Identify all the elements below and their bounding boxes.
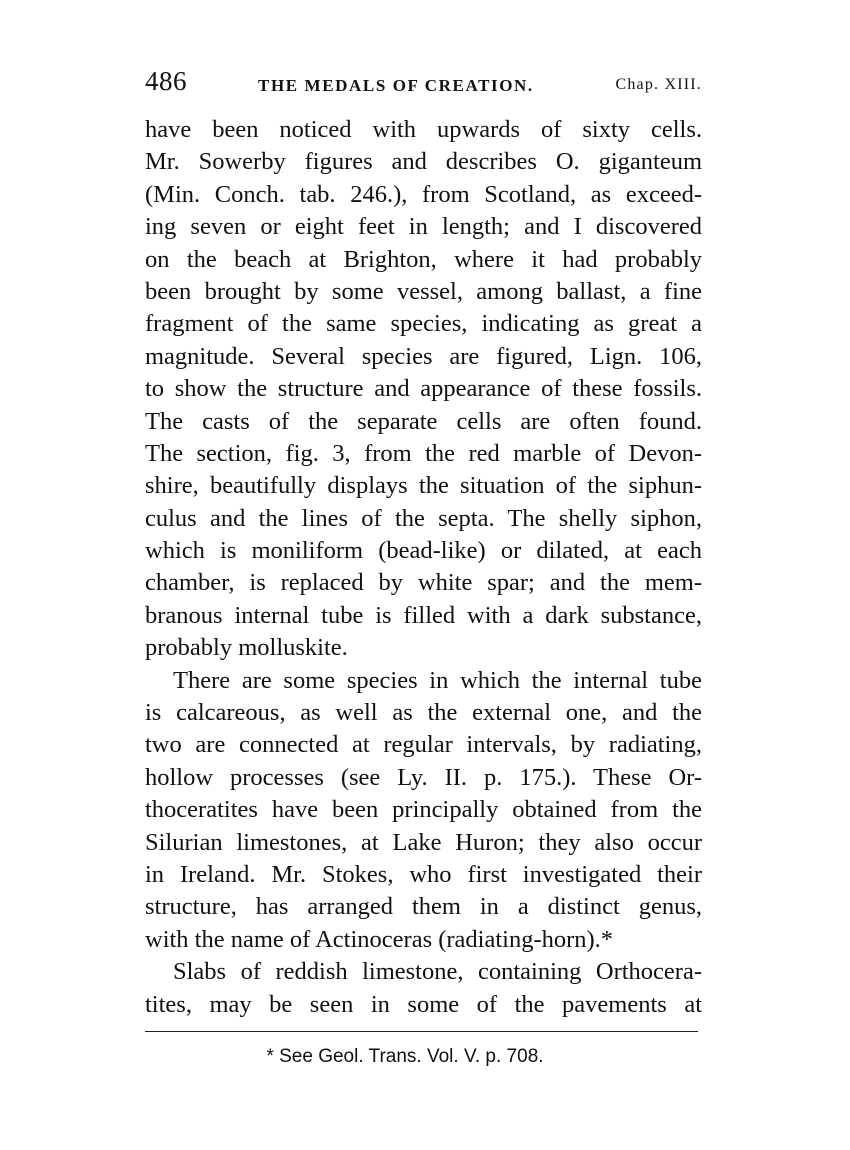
text-line: (Min. Conch. tab. 246.), from Scotland, as exceed- <box>145 180 702 208</box>
page-header <box>145 66 702 106</box>
text-line: tites, may be seen in some of the pavements at <box>145 990 702 1018</box>
text-line: with the name of Actinoceras (radiating-horn).* <box>145 925 614 953</box>
footnote-text: * See Geol. Trans. Vol. V. p. 708. <box>266 1046 544 1067</box>
footnote <box>0 1046 850 1068</box>
text-line: fragment of the same species, indicating as great a <box>145 310 702 338</box>
text-line: chamber, is replaced by white spar; and the mem- <box>145 569 702 597</box>
page-number: 486 <box>145 66 187 96</box>
text-line: have been noticed with upwards of sixty cells. <box>145 116 702 143</box>
text-line: magnitude. Several species are figured, Lign. 106, <box>145 342 702 370</box>
text-line: The casts of the separate cells are often found. <box>145 407 702 435</box>
text-line: on the beach at Brighton, where it had probably <box>145 245 702 273</box>
text-line: is calcareous, as well as the external one, and the <box>145 699 702 727</box>
running-title: THE MEDALS OF CREATION. <box>258 76 534 95</box>
text-line: shire, beautifully displays the situation of the siphun- <box>145 472 702 500</box>
text-line: Slabs of reddish limestone, containing Orthocera- <box>173 958 702 986</box>
chapter-label: Chap. XIII. <box>615 76 702 93</box>
body-text <box>145 114 702 1021</box>
footnote-divider <box>145 1031 698 1032</box>
text-line: Silurian limestones, at Lake Huron; they also occur <box>145 828 702 856</box>
text-line: in Ireland. Mr. Stokes, who first investigated their <box>145 860 702 888</box>
text-line: been brought by some vessel, among ballast, a fine <box>145 277 702 305</box>
text-line: Mr. Sowerby figures and describes O. giganteum <box>145 148 702 176</box>
text-line: culus and the lines of the septa. The shelly siphon, <box>145 504 702 532</box>
text-line: to show the structure and appearance of these fossils. <box>145 375 702 403</box>
text-line: hollow processes (see Ly. II. p. 175.). These Or- <box>145 763 702 791</box>
text-line: structure, has arranged them in a distinct genus, <box>145 893 702 921</box>
text-line: two are connected at regular intervals, by radiating, <box>145 731 702 759</box>
text-line: The section, fig. 3, from the red marble of Devon- <box>145 439 702 467</box>
text-line: There are some species in which the internal tube <box>173 666 702 694</box>
text-line: thoceratites have been principally obtained from the <box>145 796 702 824</box>
text-line: branous internal tube is filled with a dark substance, <box>145 601 702 629</box>
text-line: which is moniliform (bead-like) or dilated, at each <box>145 537 702 565</box>
text-line: probably molluskite. <box>145 634 348 662</box>
text-line: ing seven or eight feet in length; and I discovered <box>145 213 702 241</box>
